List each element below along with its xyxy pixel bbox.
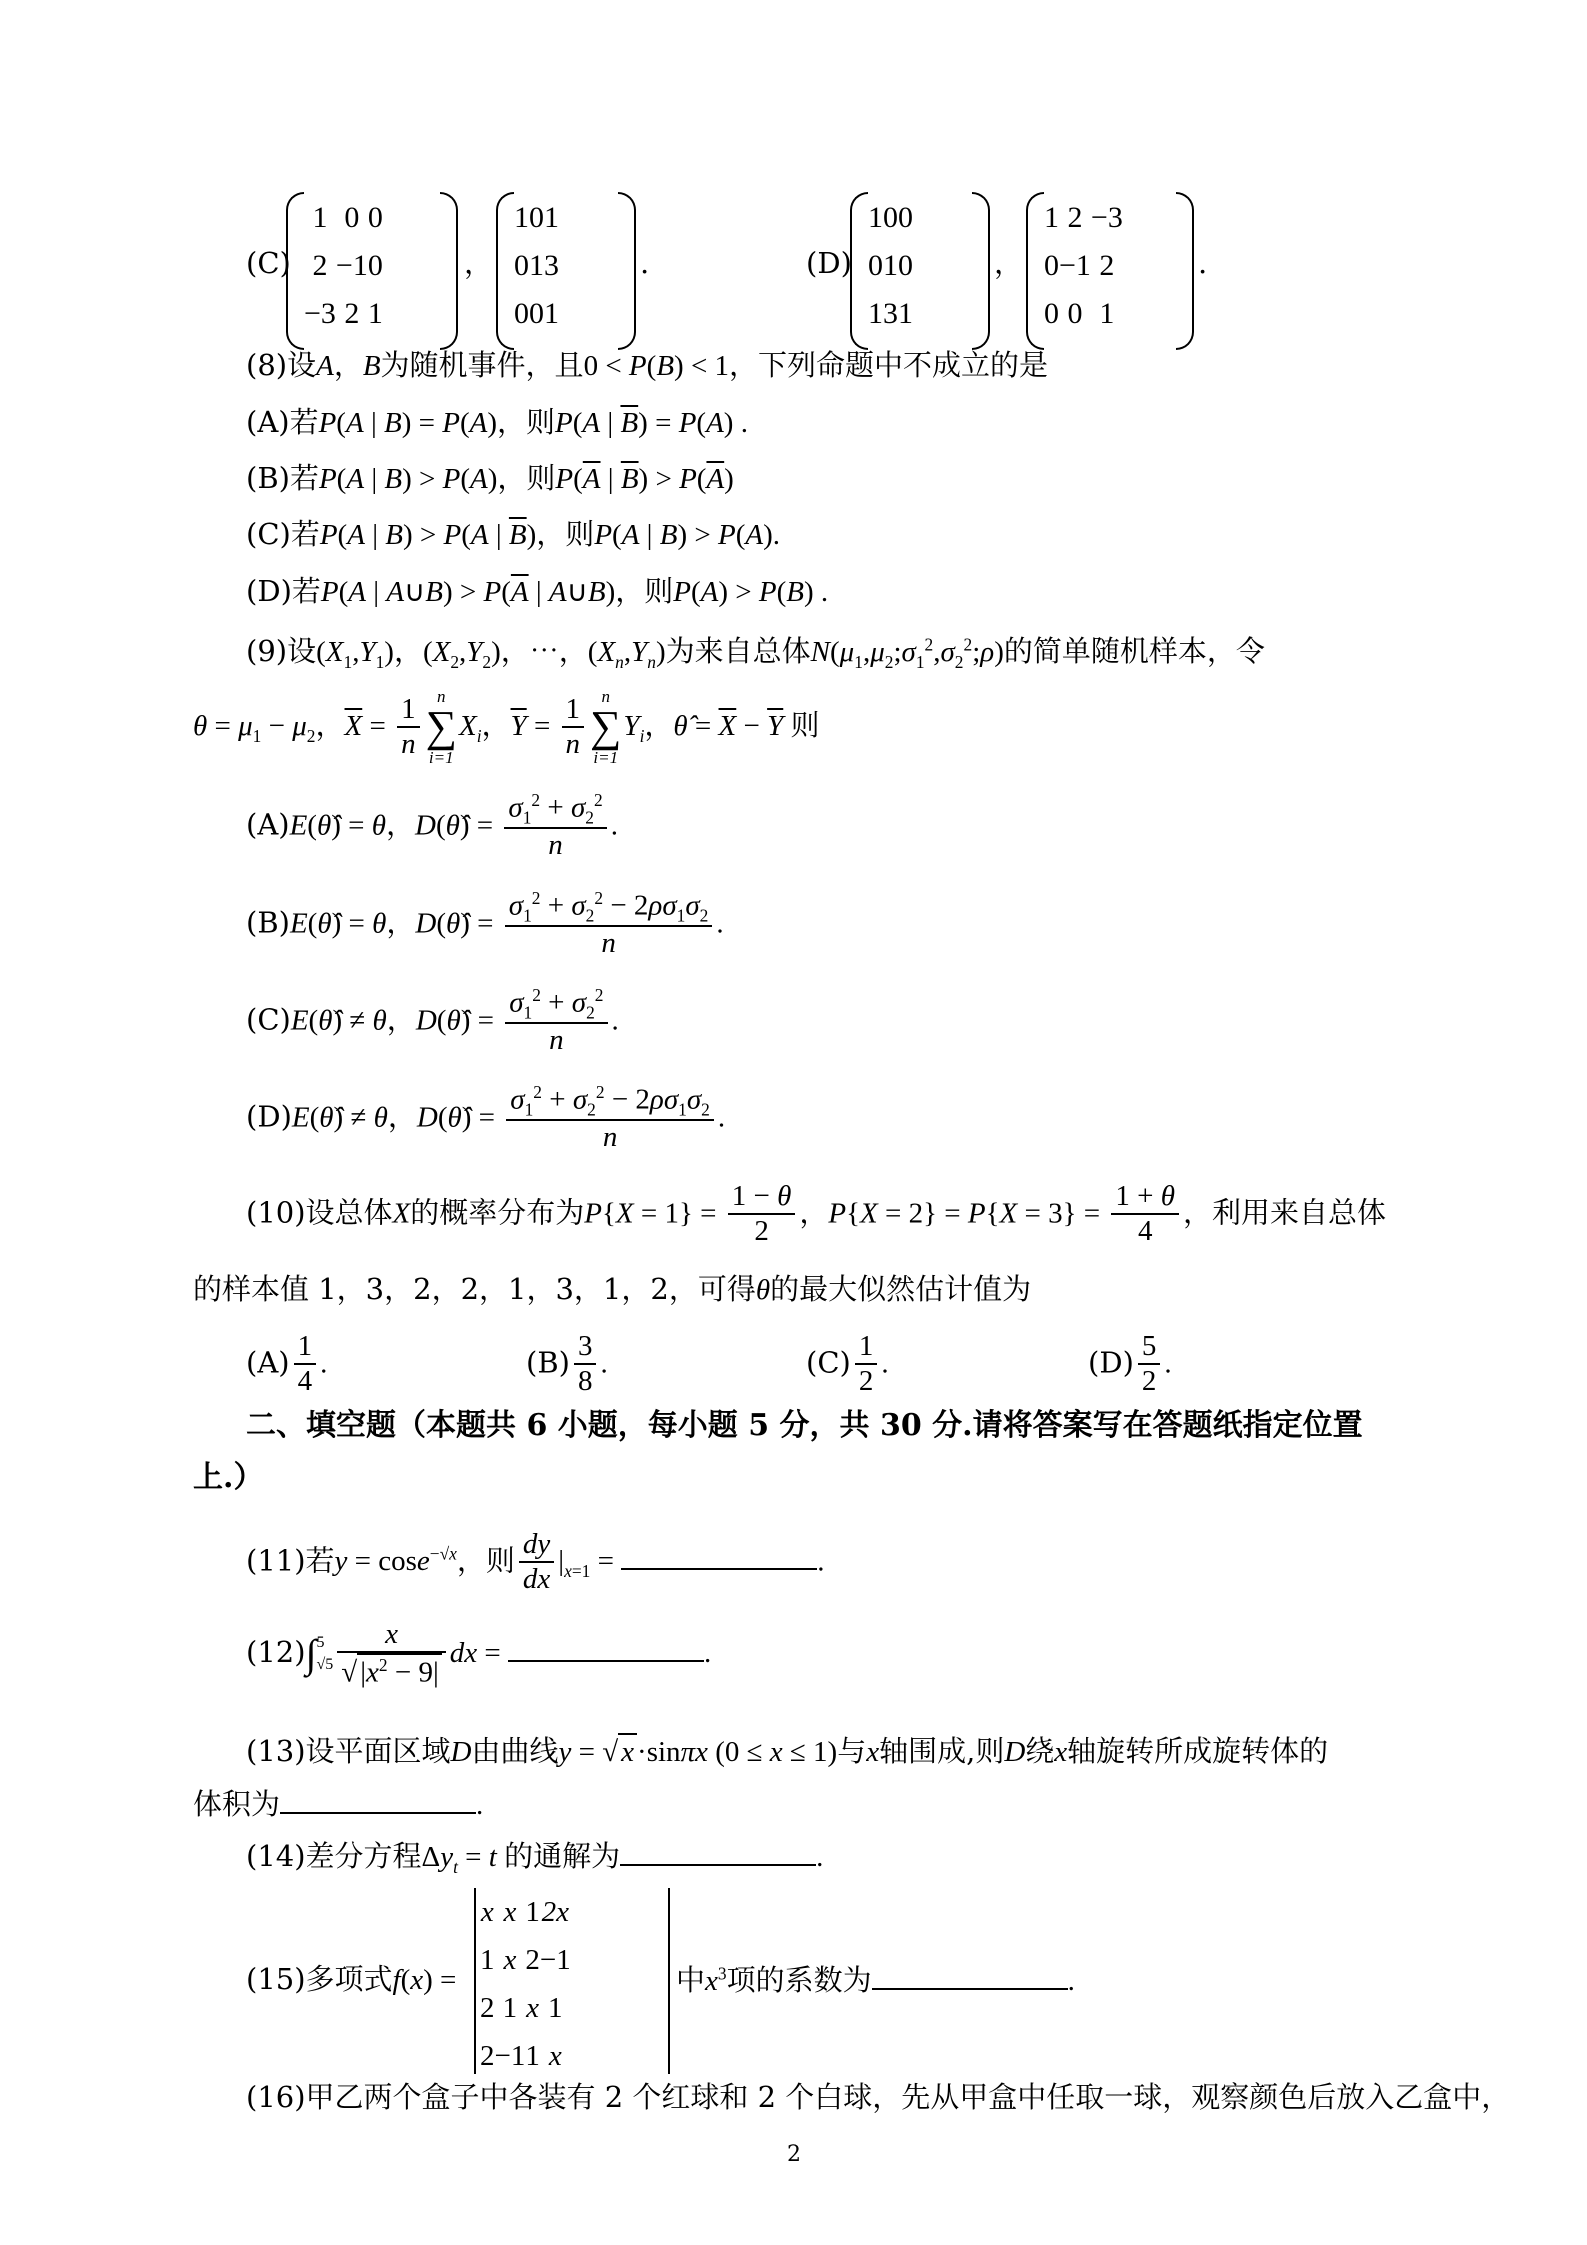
q7-c-matrix-1 [286,192,458,350]
matrix-cell: 2 [480,2039,495,2072]
q7-d-end: . [1198,246,1208,280]
matrix-cell: 0 [1067,297,1083,330]
matrix-cell: 1 [514,201,529,234]
q8-option-c: (C)若P(A | B) > P(A | $\overline{B}$)，则P(A | B) > P(A). [246,517,780,551]
q16-line1: (16)甲乙两个盒子中各装有 2 个红球和 2 个白球，先从甲盒中任取一球，观察颜色后放入乙盒中， [246,2080,1511,2114]
q13-answer-blank [280,1786,476,1814]
q7-option-d-label: (D) [806,246,852,280]
matrix-cell: 1 [1044,201,1059,234]
q11-answer-blank [621,1542,817,1570]
matrix-row [480,2032,571,2080]
q7-c-end: . [640,246,650,280]
matrix-cell: −1 [494,2039,526,2072]
matrix-cell: 1 [525,1895,540,1928]
matrix-cell: 0 [1044,249,1059,282]
matrix-row [480,1888,571,1936]
matrix-cell: 0 [1044,297,1059,330]
q7-d-matrix-1 [850,192,990,350]
matrix-row [514,194,559,242]
q13-line1: (13)设平面区域D由曲线y = √ x ·sinπx (0 ≤ x ≤ 1)与x轴围成,则D绕x轴旋转所成旋转体的 [246,1734,1329,1768]
q15-answer-blank [872,1962,1068,1990]
q12-answer-blank [508,1634,704,1662]
matrix-cell: 2 [1099,249,1115,282]
q7-d-matrix-2 [1026,192,1194,350]
q10-option-a: (A) $\frac{1}{4}$ . [246,1330,328,1398]
matrix-row [868,242,913,290]
q7-option-c-label: (C) [246,246,291,280]
matrix-cell: 0 [514,297,529,330]
q8-option-b: (B)若P(A | B) > P(A)，则$P(\overline{A}$ | $\overline{B}) > P(\overline{A})$ [246,461,734,495]
matrix-cell: 0 [367,249,383,282]
matrix-cell: 3 [883,297,898,330]
matrix-row [1044,290,1123,338]
q10-option-c: (C) $\frac{1}{2}$ . [806,1330,889,1398]
matrix-row [304,290,383,338]
q10-stem-line1: (10)设总体X的概率分布为P{X = 1} = $\frac{1 - \theta}{2}$ ，P{X = 2} = P{X = 3} = $\frac{1 + \theta}{4}$ ，利用来自总体 [246,1180,1387,1248]
matrix-row [1044,242,1123,290]
matrix-cell: x [503,1943,517,1976]
matrix-cell: 0 [898,201,913,234]
q14-answer-blank [620,1838,816,1866]
matrix-row [304,194,383,242]
matrix-cell: 0 [367,201,383,234]
matrix-cell: −3 [304,297,336,330]
matrix-cell: 1 [367,297,383,330]
q9-stem-line2: $\theta = \mu_1 - \mu_2$，$\overline{X}$ = $\frac{1}{n}$ n ∑ i=1 $X_i$，$\overline{Y}$ = $\frac{1}{n}$ n ∑ i=1 $Y_i$，θ̂ = $\overline{X} - \overline{Y}$ 则 [193,687,820,767]
q8-option-a: (A)若P(A | B) = P(A)，则P(A | $\overline{B}) = P(A)$ . [246,405,748,439]
matrix-cell: 1 [868,297,883,330]
matrix-cell: 2 [344,297,360,330]
matrix-cell: 0 [898,249,913,282]
matrix-row [480,1936,571,1984]
matrix-cell: 2 [525,1943,540,1976]
q9-option-d: (D)E(θ̂) ≠ θ，D(θ̂) = $\frac{\sigma_1^2 + \sigma_2^2 - 2\rho\sigma_1\sigma_2}{n}$ . [246,1082,726,1154]
q13-line2: 体积为 . [193,1787,484,1821]
matrix-cell: 1 [480,1943,495,1976]
matrix-cell: 0 [868,249,883,282]
matrix-row [480,1984,571,2032]
matrix-cell: 1 [883,249,898,282]
matrix-row [868,290,913,338]
q15-lead: (15)多项式f(x) = [246,1962,457,1996]
matrix-row [514,290,559,338]
matrix-cell: 2 [480,1991,495,2024]
q8-stem: (8)设A，B为随机事件，且0 < P(B) < 1，下列命题中不成立的是 [246,348,1049,382]
matrix-cell: 1 [544,201,559,234]
matrix-cell: 0 [529,297,544,330]
section-2-heading-line1: 二、填空题（本题共 6 小题，每小题 5 分，共 30 分.请将答案写在答题纸指定位置 [246,1408,1363,1443]
matrix-cell: 0 [514,249,529,282]
matrix-row [868,194,913,242]
matrix-cell: −3 [1090,201,1123,234]
matrix-row [1044,194,1123,242]
matrix-cell: 2 [312,249,328,282]
matrix-cell: x [526,1991,540,2024]
matrix-cell: −1 [539,1943,571,1976]
q9-option-b: (B)E(θ̂) = θ，D(θ̂) = $\frac{\sigma_1^2 + \sigma_2^2 - 2\rho\sigma_1\sigma_2}{n}$ . [246,888,724,960]
matrix-cell: −1 [335,249,368,282]
matrix-cell: −1 [1059,249,1091,282]
matrix-cell: 1 [898,297,913,330]
matrix-cell: x [503,1895,517,1928]
matrix-cell: 0 [883,201,898,234]
q10-option-b: (B) $\frac{3}{8}$ . [526,1330,608,1398]
matrix-cell: 2x [541,1895,569,1928]
matrix-row [304,242,383,290]
q8-option-d: (D)若P(A | A∪B) > $P(\overline{A}$ | A∪B)，则P(A) > P(B) . [246,574,829,608]
matrix-cell: 1 [1099,297,1115,330]
q7-c-matrix-2 [496,192,636,350]
q15-determinant [474,1888,670,2074]
matrix-cell: 0 [344,201,360,234]
matrix-cell: x [548,2039,562,2072]
matrix-cell: 3 [544,249,559,282]
q9-stem-line1: (9)设$(X_1,Y_1)$，$(X_2,Y_2)$，⋯，$(X_n,Y_n)$为来自总体$N(\mu_1,\mu_2;\sigma_1^2,\sigma_2^2;\rho)$的简单随机样本，令 [246,634,1265,672]
matrix-cell: 1 [312,201,328,234]
matrix-cell: 1 [868,201,883,234]
q9-option-c: (C)E(θ̂) ≠ θ，D(θ̂) = $\frac{\sigma_1^2 + \sigma_2^2}{n}$ . [246,985,619,1057]
matrix-cell: 1 [544,297,559,330]
page-number: 2 [787,2142,801,2167]
matrix-cell: 1 [529,249,544,282]
matrix-cell: 1 [502,1991,518,2024]
q7-c-separator: ， [464,246,494,280]
matrix-cell: 2 [1067,201,1083,234]
matrix-cell: 1 [548,1991,563,2024]
q10-option-d: (D) $\frac{5}{2}$ . [1088,1330,1172,1398]
matrix-cell: 1 [525,2039,540,2072]
q15-tail: 中$x^3$项的系数为 . [676,1963,1075,1997]
q9-option-a: (A)E(θ̂) = θ，D(θ̂) = $\frac{\sigma_1^2 + \sigma_2^2}{n}$ . [246,790,618,862]
q7-d-separator: ， [994,246,1024,280]
matrix-cell: x [480,1895,494,1928]
q14: (14)差分方程$\Delta y_t = t$ 的通解为 . [246,1839,824,1877]
q12: (12)∫ 5 √5 $\frac{x}{√ |x^2 - 9|}$ dx = . [246,1618,712,1689]
matrix-row [514,242,559,290]
section-2-heading-line2: 上.） [193,1460,264,1495]
q10-stem-line2: 的样本值 1，3，2，2，1，3，1，2，可得θ的最大似然估计值为 [193,1272,1032,1306]
matrix-cell: 0 [529,201,544,234]
q11: (11)若y = cose$^{-√x}$，则 $\frac{dy}{dx}$ $|_{x=1}$ = . [246,1528,825,1596]
